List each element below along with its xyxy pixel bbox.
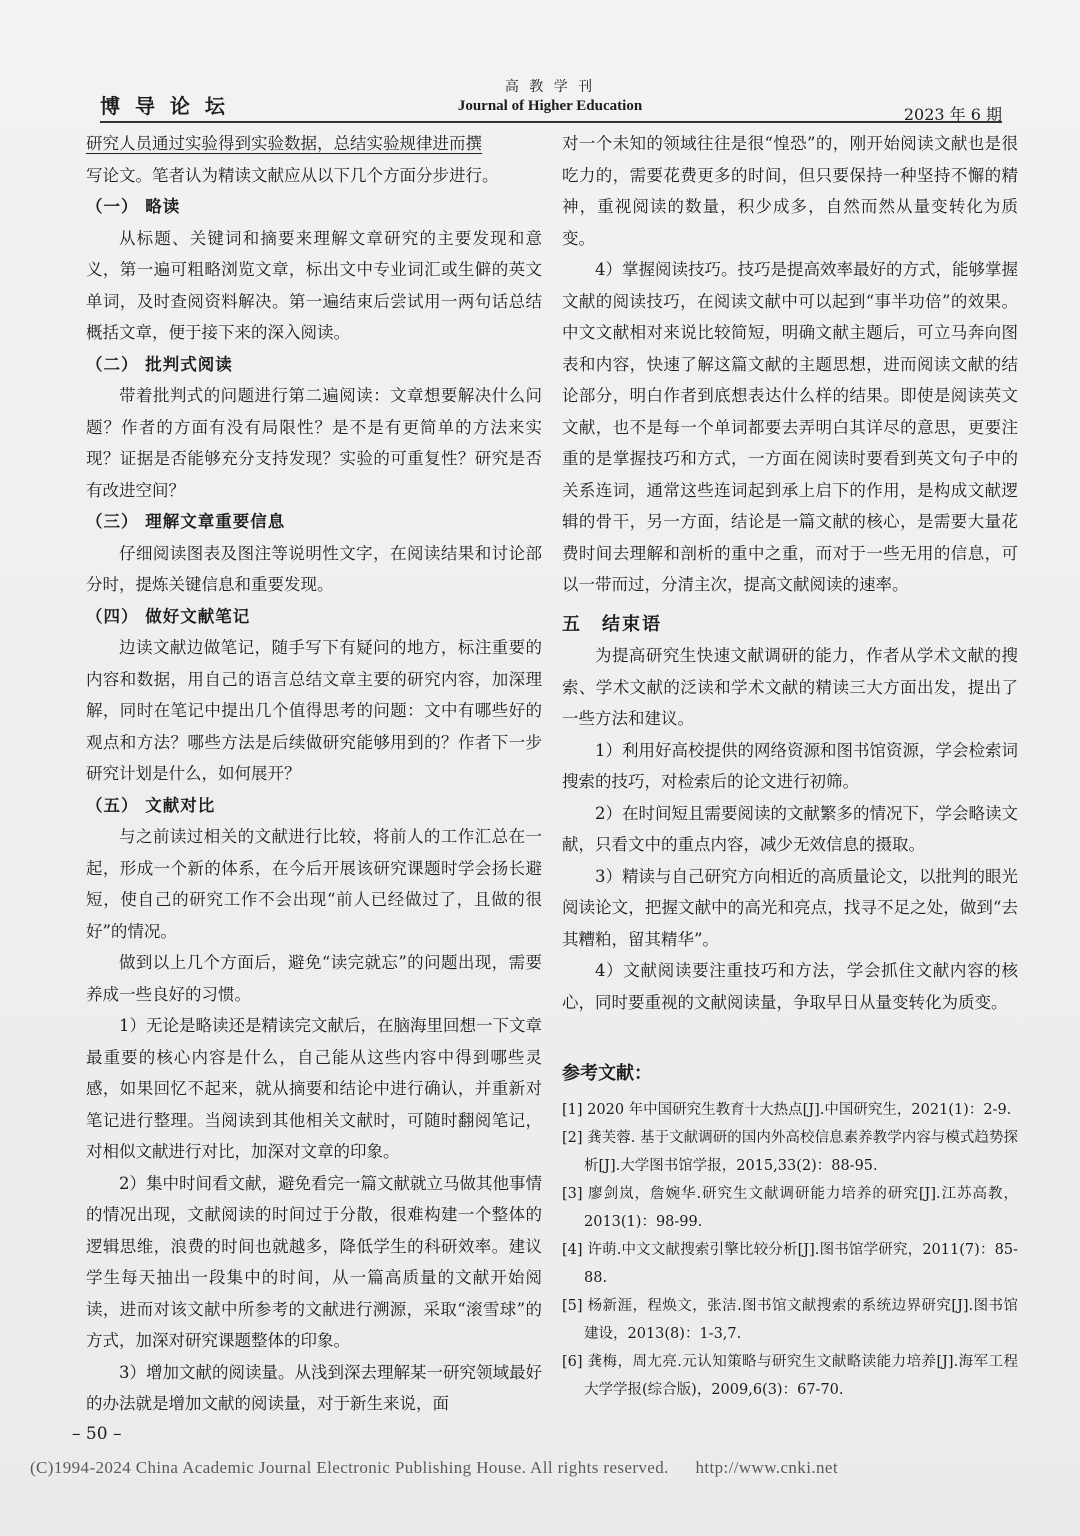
heading-key-info: （三） 理解文章重要信息 <box>86 512 286 531</box>
paragraph-critical-reading: 带着批判式的问题进行第二遍阅读：文章想要解决什么问题？作者的方面有没有局限性？是不是有更简单的方法来实现？证据是否能够充分支持发现？实验的可重复性？研究是否有改进空间？ <box>86 386 542 500</box>
copyright-line <box>30 1458 838 1478</box>
header-rule <box>100 121 1002 123</box>
paragraph-notes: 边读文献边做笔记，随手写下有疑问的地方，标注重要的内容和数据，用自己的语言总结文章主要的研究内容，加深理解，同时在笔记中提出几个值得思考的问题：文中有哪些好的观点和方法？哪些方法是后续做研究能够用到的？作者下一步研究计划是什么，如何展开？ <box>86 638 542 783</box>
reference-item: [3] 廖剑岚，詹婉华.研究生文献调研能力培养的研究[J].江苏高教，2013(1)：98-99. <box>562 1185 1018 1230</box>
page-number: – 50 – <box>72 1424 122 1444</box>
paragraph-conclusion: 为提高研究生快速文献调研的能力，作者从学术文献的搜索、学术文献的泛读和学术文献的精读三大方面出发，提出了一些方法和建议。 <box>562 646 1018 728</box>
paragraph-skim: 从标题、关键词和摘要来理解文章研究的主要发现和意义，第一遍可粗略浏览文章，标出文中专业词汇或生僻的英文单词，及时查阅资料解决。第一遍结束后尝试用一两句话总结概括文章，便于接下来的深入阅读。 <box>86 228 542 342</box>
heading-critical-reading: （二） 批判式阅读 <box>86 354 233 374</box>
intro-line-2: 写论文。笔者认为精读文献应从以下几个方面分步进行。 <box>86 165 499 185</box>
left-column <box>86 128 542 1420</box>
reference-item: [4] 许萌.中文文献搜索引擎比较分析[J].图书馆学研究，2011(7)：85-88. <box>562 1241 1018 1286</box>
conclusion-point-2: 2）在时间短且需要阅读的文献繁多的情况下，学会略读文献，只看文中的重点内容，减少无效信息的摄取。 <box>562 803 1018 854</box>
paragraph-habit-4: 4）掌握阅读技巧。技巧是提高效率最好的方式，能够掌握文献的阅读技巧，在阅读文献中可以起到“事半功倍”的效果。中文文献相对来说比较简短，明确文献主题后，可立马奔向图表和内容，快速了解这篇文献的主题思想，进而阅读文献的结论部分，明白作者到底想表达什么样的结果。即使是阅读英文文献，也不是每一个单词都要去弄明白其详尽的意思，更要注重的是掌握技巧和方式，一方面在阅读时要看到英文句子中的关系连词，通常这些连词起到承上启下的作用，是构成文献逻辑的骨干，另一方面，结论是一篇文献的核心，是需要大量花费时间去理解和剖析的重中之重，而对于一些无用的信息，可以一带而过，分清主次，提高文献阅读的速率。 <box>562 260 1018 594</box>
paragraph-continuation: 对一个未知的领域往往是很“惶恐”的，刚开始阅读文献也是很吃力的，需要花费更多的时间，但只要保持一种坚持不懈的精神，重视阅读的数量，积少成多，自然而然从量变转化为质变。 <box>562 134 1018 248</box>
paragraph-comparison: 与之前读过相关的文献进行比较，将前人的工作汇总在一起，形成一个新的体系，在今后开展该研究课题时学会扬长避短，使自己的研究工作不会出现“前人已经做过了，且做的很好”的情况。 <box>86 827 542 941</box>
paragraph-key-info: 仔细阅读图表及图注等说明性文字，在阅读结果和讨论部分时，提炼关键信息和重要发现。 <box>86 543 542 594</box>
reference-item: [5] 杨新涯，程焕文，张洁.图书馆文献搜索的系统边界研究[J].图书馆建设，2013(8)：1-3,7. <box>562 1297 1018 1342</box>
header-section-name: 博 导 论 坛 <box>100 94 229 118</box>
intro-line-1: 研究人员通过实验得到实验数据，总结实验规律进而撰 <box>86 134 482 153</box>
references-title: 参考文献： <box>562 1063 652 1084</box>
reference-item: [2] 龚芙蓉. 基于文献调研的国内外高校信息素养教学内容与模式趋势探析[J].大学图书馆学报，2015,33(2)：88-95. <box>562 1129 1018 1174</box>
paragraph-habit-1: 1）无论是略读还是精读完文献后，在脑海里回想一下文章最重要的核心内容是什么，自己能从这些内容中得到哪些灵感，如果回忆不起来，就从摘要和结论中进行确认，并重新对笔记进行整理。当阅读到其他相关文献时，可随时翻阅笔记，对相似文献进行对比，加深对文章的印象。 <box>86 1016 542 1161</box>
reference-item: [6] 龚梅，周尢亮.元认知策略与研究生文献略读能力培养[J].海军工程大学学报(综合版)，2009,6(3)：67-70. <box>562 1353 1018 1398</box>
journal-title-cn: 高 教 学 刊 <box>504 79 596 95</box>
conclusion-point-4: 4）文献阅读要注重技巧和方法，学会抓住文献内容的核心，同时要重视的文献阅读量，争取早日从量变转化为质变。 <box>562 961 1018 1012</box>
conclusion-point-3: 3）精读与自己研究方向相近的高质量论文，以批判的眼光阅读论文，把握文献中的高光和亮点，找寻不足之处，做到“去其糟粕，留其精华”。 <box>562 866 1018 949</box>
paragraph-habits: 做到以上几个方面后，避免“读完就忘”的问题出现，需要养成一些良好的习惯。 <box>86 953 542 1004</box>
paragraph-habit-3: 3）增加文献的阅读量。从浅到深去理解某一研究领域最好的办法就是增加文献的阅读量，对于新生来说，面 <box>86 1362 542 1413</box>
copyright-text: (C)1994-2024 China Academic Journal Electronic Publishing House. All rights reserved. <box>30 1458 669 1477</box>
header-journal <box>430 76 670 115</box>
right-column <box>562 128 1018 1404</box>
conclusion-point-1: 1）利用好高校提供的网络资源和图书馆资源，学会检索词搜索的技巧，对检索后的论文进行初筛。 <box>562 740 1018 791</box>
heading-notes: （四） 做好文献笔记 <box>86 606 251 626</box>
journal-title-en: Journal of Higher Education <box>457 98 643 114</box>
heading-skim: （一） 略读 <box>86 197 181 216</box>
cnki-url: http://www.cnki.net <box>695 1458 838 1477</box>
paragraph-habit-2: 2）集中时间看文献，避免看完一篇文献就立马做其他事情的情况出现，文献阅读的时间过于分散，很难构建一个整体的逻辑思维，浪费的时间也就越多，降低学生的科研效率。建议学生每天抽出一段集中的时间，从一篇高质量的文献开始阅读，进而对该文献中所参考的文献进行溯源，采取“滚雪球”的方式，加深对研究课题整体的印象。 <box>86 1173 542 1350</box>
header-issue: 2023 年 6 期 <box>903 105 1002 124</box>
reference-item: [1] 2020 年中国研究生教育十大热点[J].中国研究生，2021(1)：2-9. <box>562 1101 1012 1118</box>
heading-comparison: （五） 文献对比 <box>86 795 216 815</box>
heading-conclusion: 五 结束语 <box>562 613 662 635</box>
